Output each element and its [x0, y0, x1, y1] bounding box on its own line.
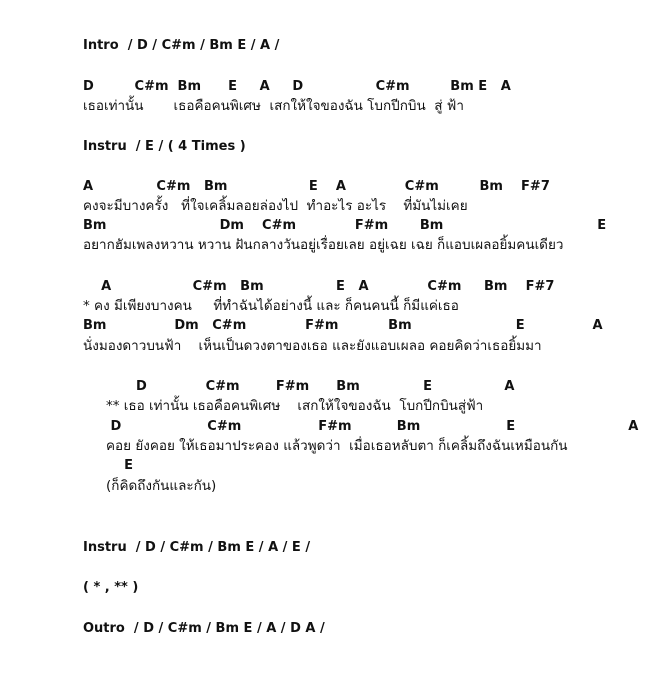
instru1-line: Instru / E / ( 4 Times ): [83, 139, 246, 154]
chorus-chords-3: E: [106, 458, 133, 473]
verse2-lyrics-1: คงจะมีบางครั้ง ที่ใจเคลิ้มลอยล่องไป ทำอะไร อะไร ที่มันไม่เคย: [83, 198, 468, 214]
verse2-lyrics-2: อยากฮัมเพลงหวาน หวาน ฝันกลางวันอยู่เรื่อยเลย อยู่เฉย เฉย ก็แอบเผลอยิ้มคนเดียว: [83, 237, 564, 253]
chorus-chords-1: D C#m F#m Bm E A: [136, 379, 515, 394]
instru2-line: Instru / D / C#m / Bm E / A / E /: [83, 540, 311, 555]
verse1-lyrics: เธอเท่านั้น เธอคือคนพิเศษ เสกให้ใจของฉัน โบกปีกบิน สู่ ฟ้า: [83, 98, 464, 114]
chorus-lyrics-2: คอย ยังคอย ให้เธอมาประคอง แล้วพูดว่า เมื่อเธอหลับตา ก็เคลิ้มถึงฉันเหมือนกัน: [106, 438, 568, 454]
chorus-lyrics-3: (ก็คิดถึงกันและกัน): [106, 478, 217, 494]
verse3-chords-1: A C#m Bm E A C#m Bm F#7: [83, 279, 555, 294]
verse2-chords-1: A C#m Bm E A C#m Bm F#7: [83, 179, 550, 194]
verse3-lyrics-2: นั่งมองดาวบนฟ้า เห็นเป็นดวงตาของเธอ และยังแอบเผลอ คอยคิดว่าเธอยิ้มมา: [83, 338, 542, 354]
verse3-lyrics-1: * คง มีเพียงบางคน ที่ทำฉันได้อย่างนี้ และ ก็คนคนนี้ ก็มีแค่เธอ: [83, 298, 459, 314]
verse3-chords-2: Bm Dm C#m F#m Bm E A: [83, 318, 603, 333]
chorus-lyrics-1: ** เธอ เท่านั้น เธอคือคนพิเศษ เสกให้ใจของฉัน โบกปีกบินสู่ฟ้า: [106, 398, 484, 414]
outro-line: Outro / D / C#m / Bm E / A / D A /: [83, 621, 325, 636]
verse2-chords-2: Bm Dm C#m F#m Bm E: [83, 218, 607, 233]
repeat-line: ( * , ** ): [83, 580, 139, 595]
verse1-chords: D C#m Bm E A D C#m Bm E A: [83, 79, 511, 94]
chorus-chords-2: D C#m F#m Bm E A: [106, 419, 639, 434]
intro-line: Intro / D / C#m / Bm E / A /: [83, 38, 280, 53]
